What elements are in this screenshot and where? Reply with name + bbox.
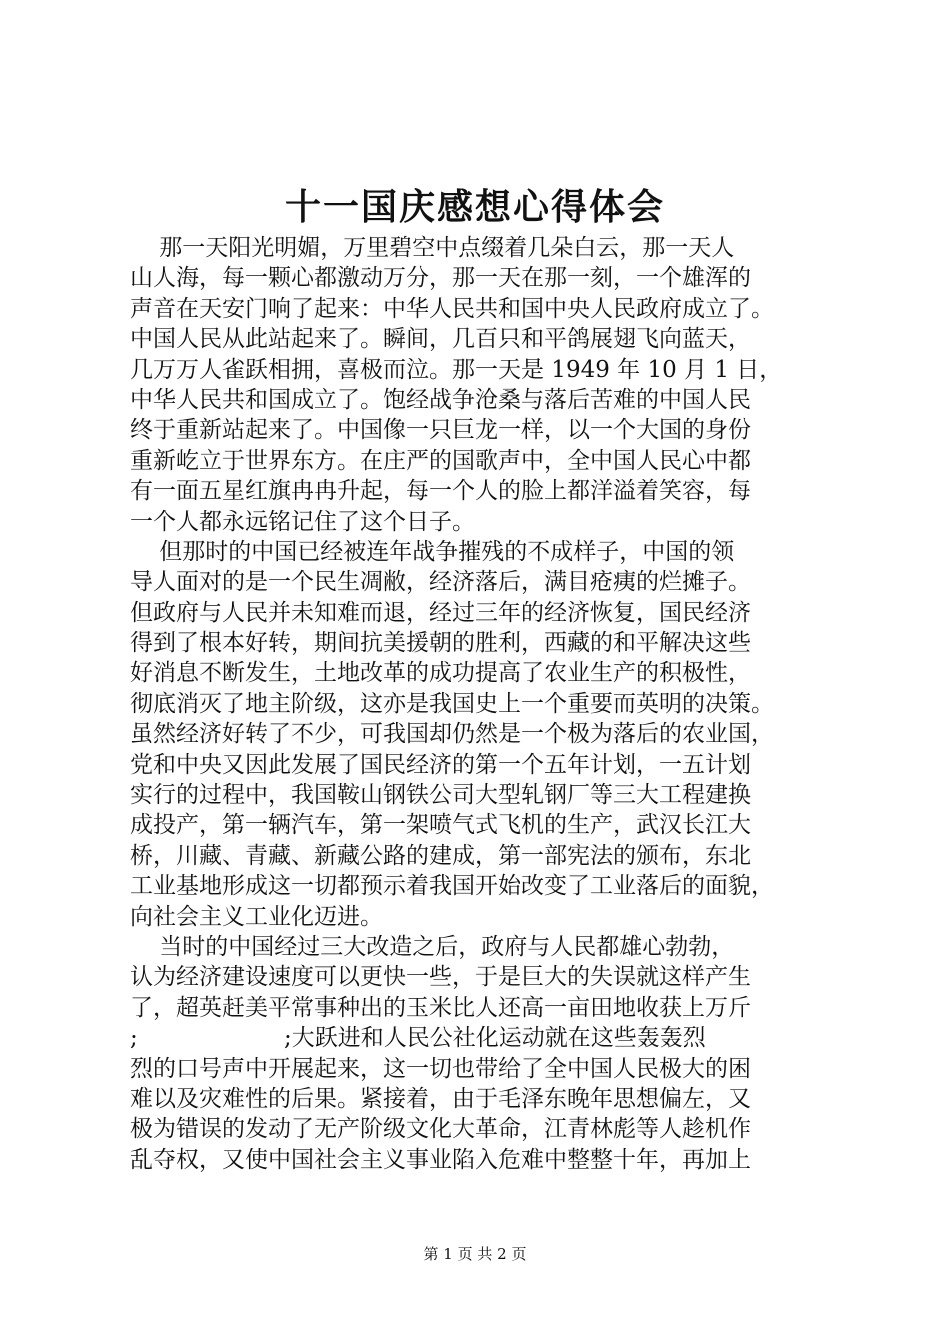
body-line: 山人海，每一颗心都激动万分，那一天在那一刻，一个雄浑的 [130, 265, 751, 292]
body-line: 难以及灾难性的后果。紧接着，由于毛泽东晚年思想偏左，又 [130, 1085, 751, 1112]
body-line: 成投产，第一辆汽车，第一架喷气式飞机的生产，武汉长江大 [130, 812, 751, 839]
body-line: 有一面五星红旗冉冉升起，每一个人的脸上都洋溢着笑容，每 [130, 478, 751, 505]
body-line: ; ;大跃进和人民公社化运动就在这些轰轰烈 [130, 1025, 706, 1052]
body-line: 极为错误的发动了无产阶级文化大革命，江青林彪等人趁机作 [130, 1116, 751, 1143]
body-line: 但那时的中国已经被连年战争摧残的不成样子，中国的领 [130, 538, 735, 565]
body-line: 好消息不断发生，土地改革的成功提高了农业生产的积极性， [130, 660, 751, 687]
body-line: 中华人民共和国成立了。饱经战争沧桑与落后苦难的中国人民 [130, 386, 751, 413]
document-body [130, 233, 850, 1175]
body-line: 得到了根本好转，期间抗美援朝的胜利，西藏的和平解决这些 [130, 630, 751, 657]
body-line: 中国人民从此站起来了。瞬间，几百只和平鸽展翅飞向蓝天， [130, 326, 751, 353]
body-line: 桥，川藏、青藏、新藏公路的建成，第一部宪法的颁布，东北 [130, 842, 751, 869]
body-line: 一个人都永远铭记住了这个日子。 [130, 508, 475, 535]
body-line: 当时的中国经过三大改造之后，政府与人民都雄心勃勃， [130, 933, 735, 960]
body-line: 向社会主义工业化迈进。 [130, 903, 383, 930]
body-line: 认为经济建设速度可以更快一些，于是巨大的失误就这样产生 [130, 964, 751, 991]
body-line: 工业基地形成这一切都预示着我国开始改变了工业落后的面貌， [130, 873, 774, 900]
page-footer: 第 1 页 共 2 页 [423, 1245, 527, 1263]
body-line: 党和中央又因此发展了国民经济的第一个五年计划，一五计划 [130, 751, 751, 778]
body-line: 重新屹立于世界东方。在庄严的国歌声中，全中国人民心中都 [130, 447, 751, 474]
body-line: 那一天阳光明媚，万里碧空中点缀着几朵白云，那一天人 [130, 235, 735, 261]
body-line: 实行的过程中，我国鞍山钢铁公司大型轧钢厂等三大工程建换 [130, 782, 751, 809]
body-line: 但政府与人民并未知难而退，经过三年的经济恢复，国民经济 [130, 599, 751, 626]
body-line: 声音在天安门响了起来：中华人民共和国中央人民政府成立了。 [130, 295, 774, 322]
body-line: 几万万人雀跃相拥，喜极而泣。那一天是 1949 年 10 月 1 日， [130, 356, 783, 383]
body-line: 虽然经济好转了不少，可我国却仍然是一个极为落后的农业国， [130, 721, 774, 748]
body-line: 终于重新站起来了。中国像一只巨龙一样，以一个大国的身份 [130, 417, 751, 444]
body-line: 了，超英赶美平常事种出的玉米比人还高一亩田地收获上万斤 [130, 994, 751, 1021]
body-line: 乱夺权，又使中国社会主义事业陷入危难中整整十年，再加上 [130, 1146, 751, 1173]
document-title: 十一国庆感想心得体会 [284, 186, 665, 228]
body-line: 导人面对的是一个民生凋敝，经济落后，满目疮痍的烂摊子。 [130, 569, 751, 596]
body-line: 烈的口号声中开展起来，这一切也带给了全中国人民极大的困 [130, 1055, 751, 1082]
body-line: 彻底消灭了地主阶级，这亦是我国史上一个重要而英明的决策。 [130, 690, 774, 717]
